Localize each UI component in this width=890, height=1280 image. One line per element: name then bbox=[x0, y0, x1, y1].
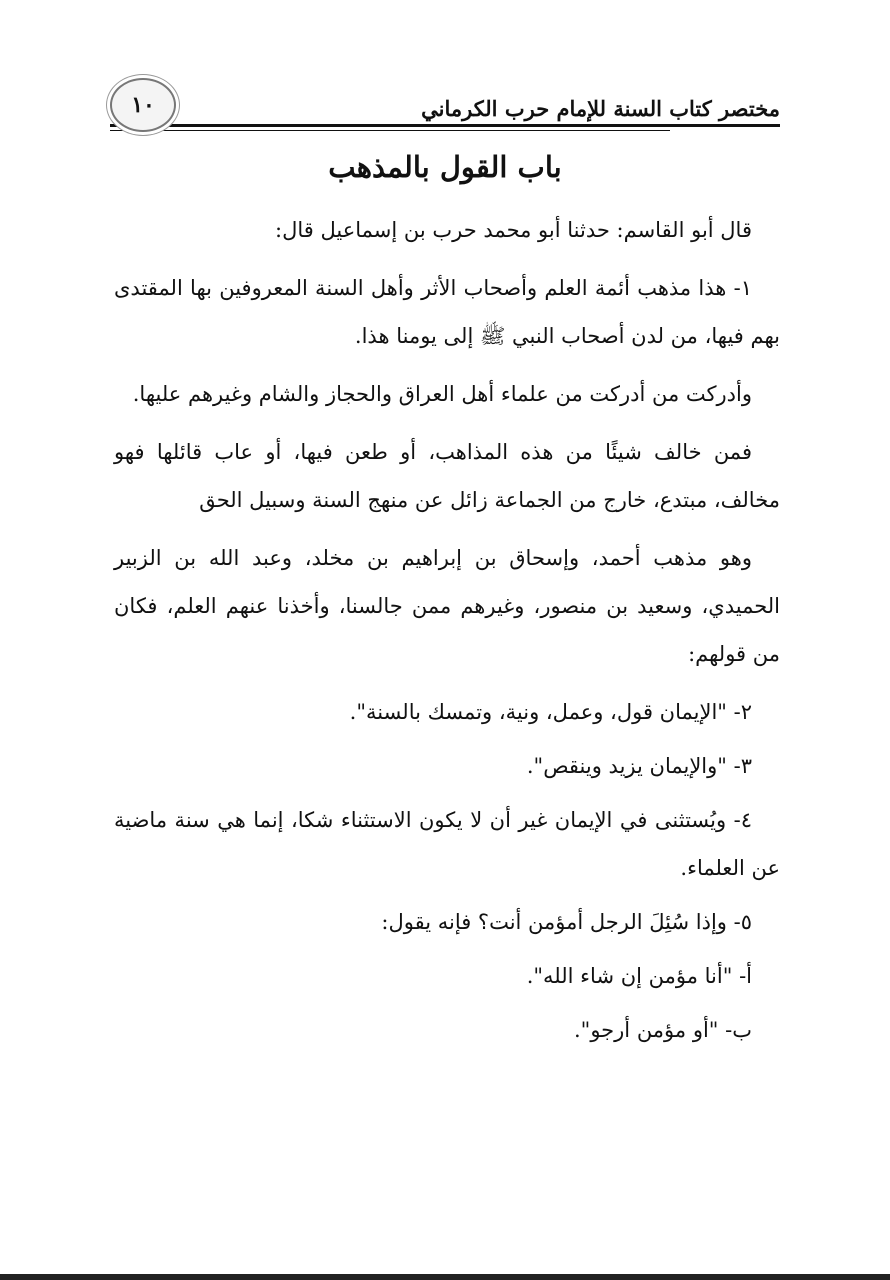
chapter-title: باب القول بالمذهب bbox=[328, 150, 562, 184]
paragraph-1: ١- هذا مذهب أئمة العلم وأصحاب الأثر وأهل السنة المعروفين بها المقتدى بهم فيها، من لدن أصحاب النبي ﷺ إلى يومنا هذا. bbox=[114, 276, 780, 348]
body-text bbox=[114, 206, 780, 1060]
bottom-edge bbox=[0, 1274, 890, 1280]
paragraph-scholars: وأدركت من أدركت من علماء أهل العراق والحجاز والشام وغيرهم عليها. bbox=[132, 382, 752, 406]
page-header bbox=[110, 78, 780, 134]
page-number: ١٠ bbox=[131, 92, 155, 118]
paragraph-dissent: فمن خالف شيئًا من هذه المذاهب، أو طعن فيها، أو عاب قائلها فهو مخالف، مبتدع، خارج من الجماعة زائل عن منهج السنة وسبيل الحق bbox=[114, 440, 780, 512]
paragraph-4: ٤- ويُستثنى في الإيمان غير أن لا يكون الاستثناء شكا، إنما هي سنة ماضية عن العلماء. bbox=[114, 808, 780, 880]
paragraph-madhhab: وهو مذهب أحمد، وإسحاق بن إبراهيم بن مخلد، وعبد الله بن الزبير الحميدي، وسعيد بن منصور، وغيرهم ممن جالسنا، وأخذنا عنهم العلم، فكان من قولهم: bbox=[114, 546, 780, 666]
paragraph-3: ٣- "والإيمان يزيد وينقص". bbox=[526, 754, 752, 778]
paragraph-2: ٢- "الإيمان قول، وعمل، ونية، وتمسك بالسنة". bbox=[349, 700, 752, 724]
paragraph-intro: قال أبو القاسم: حدثنا أبو محمد حرب بن إسماعيل قال: bbox=[275, 218, 752, 242]
header-rule-thin bbox=[110, 130, 670, 131]
running-title: مختصر كتاب السنة للإمام حرب الكرماني bbox=[421, 96, 780, 121]
paragraph-5a: أ- "أنا مؤمن إن شاء الله". bbox=[526, 964, 752, 988]
header-rule bbox=[110, 124, 780, 127]
paragraph-5: ٥- وإذا سُئِلَ الرجل أمؤمن أنت؟ فإنه يقول: bbox=[381, 910, 752, 934]
page-number-badge bbox=[110, 78, 176, 132]
paragraph-5b: ب- "أو مؤمن أرجو". bbox=[574, 1018, 752, 1042]
